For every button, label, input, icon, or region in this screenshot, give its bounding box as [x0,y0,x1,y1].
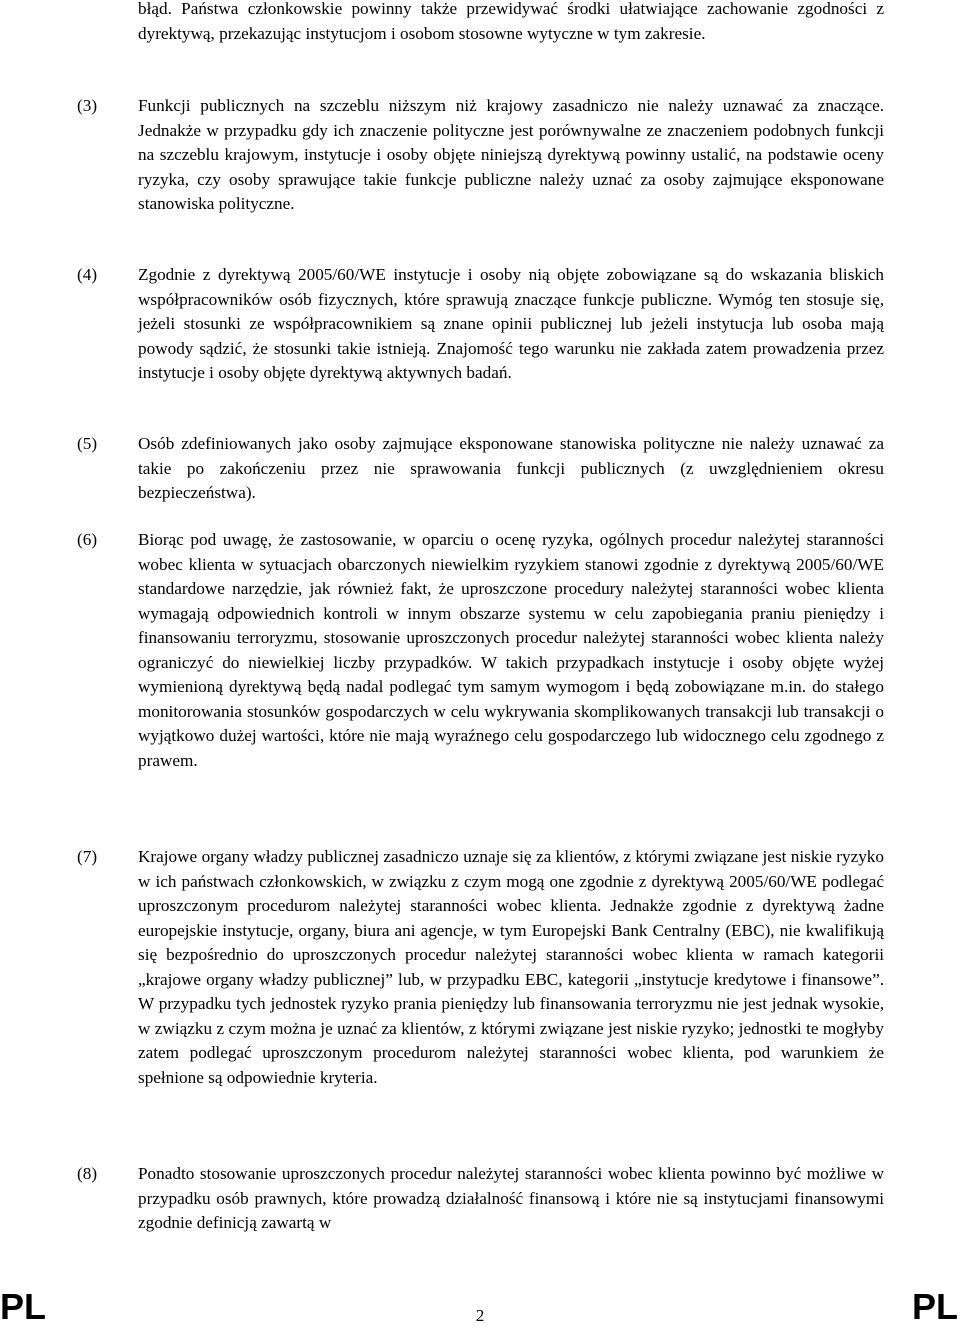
page-number: 2 [475,1306,485,1325]
paragraph-number-8: (8) [77,1164,98,1183]
footer-language-code-right: PL [911,1286,958,1327]
paragraph-3: Funkcji publicznych na szczeblu niższym niż krajowy zasadniczo nie należy uznawać za znaczące. Jednakże w przypadku gdy ich znaczenie polityczne jest porównywalne ze znaczeniem podobnych funkcji na szczeblu krajowym, instytucje i osoby objęte niniejszą dyrektywą powinny ustalić, na podstawie oceny ryzyka, czy osoby sprawujące takie funkcje publiczne należy uznać za osoby zajmujące eksponowane stanowiska polityczne. [138,96,884,213]
paragraph-number-6: (6) [77,530,98,549]
paragraph-number-3: (3) [77,96,98,115]
paragraph-7: Krajowe organy władzy publicznej zasadniczo uznaje się za klientów, z którymi związane jest niskie ryzyko w ich państwach członkowskich, w związku z czym mogą one zgodnie z dyrektywą 2005/60/WE podlegać uproszczonym procedurom należytej staranności wobec klienta. Jednakże zgodnie z dyrektywą żadne europejskie instytucje, organy, biura ani agencje, w tym Europejski Bank Centralny (EBC), nie kwalifikują się bezpośrednio do uproszczonych procedur należytej staranności wobec klienta w ramach kategorii „krajowe organy władzy publicznej” lub, w przypadku EBC, kategorii „instytucje kredytowe i finansowe”. W przypadku tych jednostek ryzyko prania pieniędzy lub finansowania terroryzmu nie jest jednak wysokie, w związku z czym można je uznać za klientów, z którymi związane jest niskie ryzyko; jednostki te mogłyby zatem podlegać uproszczonym procedurom należytej staranności wobec klienta, pod warunkiem że spełnione są odpowiednie kryteria. [138,847,884,1087]
paragraph-8: Ponadto stosowanie uproszczonych procedur należytej staranności wobec klienta powinno być możliwe w przypadku osób prawnych, które prowadzą działalność finansową i które nie są instytucjami finansowymi zgodnie definicją zawartą w [138,1164,884,1232]
paragraph-number-4: (4) [77,265,98,284]
paragraph-5: Osób zdefiniowanych jako osoby zajmujące eksponowane stanowiska polityczne nie należy uznawać za takie po zakończeniu przez nie sprawowania funkcji publicznych (z uwzględnieniem okresu bezpieczeństwa). [138,434,884,502]
paragraph-6: Biorąc pod uwagę, że zastosowanie, w oparciu o ocenę ryzyka, ogólnych procedur należytej staranności wobec klienta w sytuacjach obarczonych niewielkim ryzykiem stanowi zgodnie z dyrektywą 2005/60/WE standardowe narzędzie, jak również fakt, że uproszczone procedury należytej staranności wobec klienta wymagają odpowiednich kontroli w innym obszarze systemu w celu zapobiegania praniu pieniędzy i finansowaniu terroryzmu, stosowanie uproszczonych procedur należytej staranności wobec klienta należy ograniczyć do niewielkiej liczby przypadków. W takich przypadkach instytucje i osoby objęte wyżej wymienioną dyrektywą będą nadal podlegać tym samym wymogom i będą zobowiązane m.in. do stałego monitorowania stosunków gospodarczych w celu wykrywania skomplikowanych transakcji lub transakcji o wyjątkowo dużej wartości, które nie mają wyraźnego celu gospodarczego lub widocznego celu zgodnego z prawem. [138,530,884,770]
paragraph-4: Zgodnie z dyrektywą 2005/60/WE instytucje i osoby nią objęte zobowiązane są do wskazania bliskich współpracowników osób fizycznych, które sprawują znaczące funkcje publiczne. Wymóg ten stosuje się, jeżeli stosunki ze współpracownikiem są znane opinii publicznej lub jeżeli instytucja lub osoba mają powody sądzić, że stosunki takie istnieją. Znajomość tego warunku nie zakłada zatem prowadzenia przez instytucje i osoby objęte dyrektywą aktywnych badań. [138,265,884,382]
paragraph-number-5: (5) [77,434,98,453]
paragraph-number-7: (7) [77,847,98,866]
footer-language-code-left: PL [0,1286,47,1327]
paragraph-continuation: błąd. Państwa członkowskie powinny także przewidywać środki ułatwiające zachowanie zgodności z dyrektywą, przekazując instytucjom i osobom stosowne wytyczne w tym zakresie. [138,0,884,43]
